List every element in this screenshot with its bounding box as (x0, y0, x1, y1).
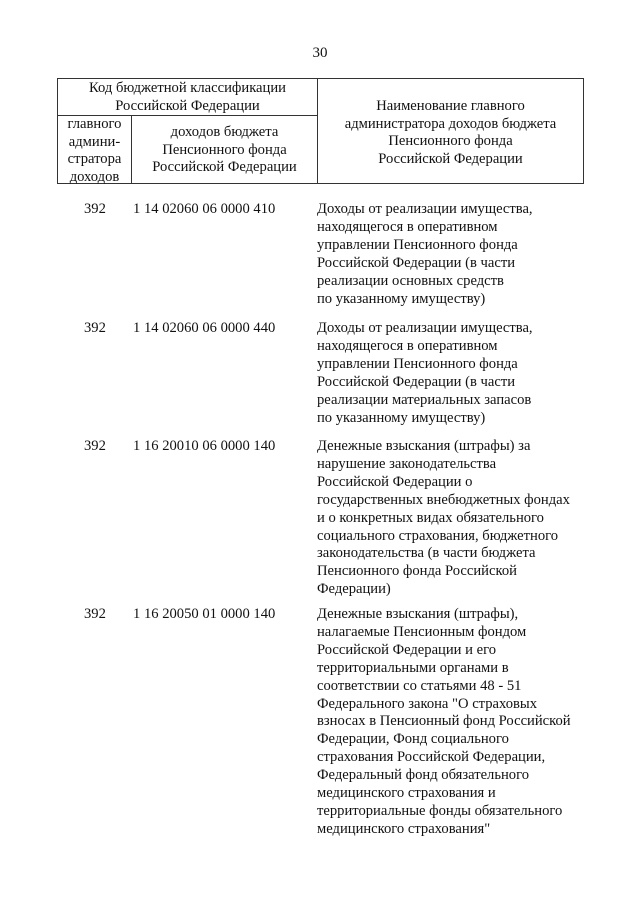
description (317, 201, 597, 308)
income-code: 1 16 20010 06 0000 140 (133, 438, 276, 454)
header-line: Пенсионного фонда (388, 133, 513, 149)
description-line: по указанному имуществу) (317, 290, 486, 307)
description-line: территориальными органами в (317, 659, 509, 676)
admin-code: 392 (84, 438, 106, 454)
page-number: 30 (312, 45, 328, 61)
header-line: доходов (69, 168, 120, 185)
income-code: 1 14 02060 06 0000 410 (133, 201, 276, 217)
header-line: админи- (68, 133, 121, 150)
description-line: взносах в Пенсионный фонд Российской (317, 713, 571, 730)
description-line: медицинского страхования и (317, 785, 496, 802)
header-line: стратора (67, 151, 122, 167)
description (317, 606, 597, 839)
description-line: государственных внебюджетных фондах (317, 491, 570, 508)
description-line: управлении Пенсионного фонда (317, 236, 518, 253)
header-code-group (58, 79, 318, 116)
header-line: Пенсионного фонда (162, 141, 287, 158)
description-line: налагаемые Пенсионным фондом (317, 623, 527, 640)
admin-code: 392 (84, 606, 106, 622)
description-line: соответствии со статьями 48 - 51 (317, 677, 522, 694)
income-code: 1 14 02060 06 0000 440 (133, 320, 276, 336)
description-line: законодательства (в части бюджета (317, 545, 536, 562)
description (317, 438, 597, 599)
description-line: находящегося в оперативном (317, 337, 498, 354)
header-line: Код бюджетной классификации (89, 80, 286, 96)
admin-code: 392 (84, 320, 106, 336)
description-line: медицинского страхования" (317, 820, 491, 837)
description-line: Российской Федерации (в части (317, 373, 516, 390)
income-code: 1 16 20050 01 0000 140 (133, 606, 276, 622)
description-line: Федерального закона "О страховых (317, 695, 538, 712)
description-line: реализации материальных запасов (317, 391, 532, 408)
description-line: управлении Пенсионного фонда (317, 355, 518, 372)
description-line: Федерации, Фонд социального (317, 731, 509, 748)
header-line: Российской Федерации (115, 97, 260, 114)
header-line: главного (67, 116, 122, 132)
description-line: Доходы от реализации имущества, (317, 201, 533, 217)
admin-code: 392 (84, 201, 106, 217)
description-line: Российской Федерации (в части (317, 254, 516, 271)
description-line: Пенсионного фонда Российской (317, 563, 517, 580)
description-line: Доходы от реализации имущества, (317, 320, 533, 336)
header-line: Российской Федерации (152, 159, 297, 175)
header-line: администратора доходов бюджета (344, 115, 557, 132)
description-line: Российской Федерации о (317, 473, 473, 490)
header-line: Наименование главного (376, 98, 525, 114)
description-line: по указанному имуществу) (317, 409, 486, 426)
description-line: находящегося в оперативном (317, 218, 498, 235)
description-line: Денежные взыскания (штрафы), (317, 606, 519, 622)
description-line: Российской Федерации и его (317, 641, 496, 658)
header-line: Российской Федерации (378, 150, 523, 167)
description-line: социального страхования, бюджетного (317, 527, 559, 544)
header-name-column (318, 79, 583, 183)
header-line: доходов бюджета (170, 124, 279, 140)
table-header (57, 78, 584, 184)
description-line: Денежные взыскания (штрафы) за (317, 438, 531, 454)
description-line: Федеральный фонд обязательного (317, 767, 530, 784)
description-line: территориальные фонды обязательного (317, 802, 563, 819)
description (317, 320, 597, 427)
header-admin-column (58, 116, 132, 183)
description-line: страхования Российской Федерации, (317, 749, 546, 766)
description-line: Федерации) (317, 581, 391, 598)
description-line: реализации основных средств (317, 272, 504, 289)
description-line: и о конкретных видах обязательного (317, 509, 544, 526)
header-income-column (132, 116, 318, 183)
description-line: нарушение законодательства (317, 455, 497, 472)
